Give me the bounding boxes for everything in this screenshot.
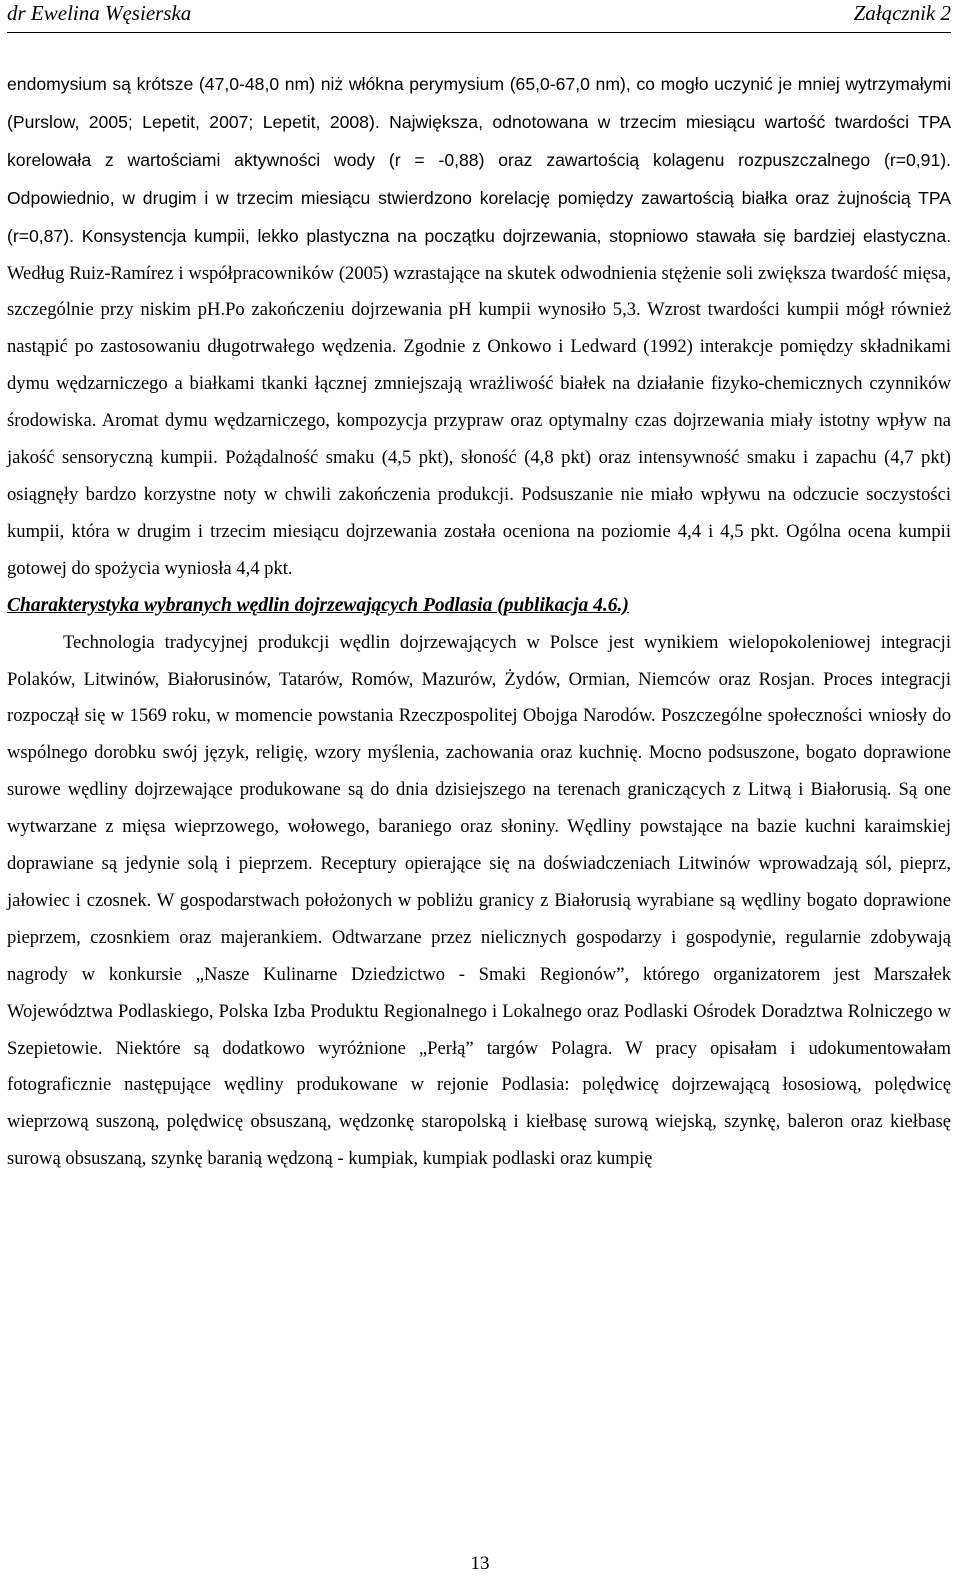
paragraph-segment-serif: Według Ruiz-Ramírez i współpracowników (2005) wzrastające na skutek odwodnienia stężenie soli zwiększa twardość mięsa, szczególnie przy niskim pH.Po zakończeniu dojrzewania pH kumpii wynosiło 5,3. Wzrost twardości kumpii mógł również nastąpić po zastosowaniu długotrwałego wędzenia. Zgodnie z Onkowo i Ledward (1992) interakcje pomiędzy składnikami dymu wędzarniczego a białkami tkanki łącznej zmniejszają wrażliwość białek na działanie fizyko-chemicznych czynników środowiska. Aromat dymu wędzarniczego, kompozycja przypraw oraz optymalny czas dojrzewania miały istotny wpływ na jakość sensoryczną kumpii. Pożądalność smaku (4,5 pkt), słoność (4,8 pkt) oraz intensywność smaku i zapachu (4,7 pkt) osiągnęły bardzo korzystne noty w chwili zakończenia produkcji. Podsuszanie nie miało wpływu na odczucie soczystości kumpii, która w drugim i trzecim miesiącu dojrzewania została oceniona na poziomie 4,4 i 4,5 pkt. Ogólna ocena kumpii gotowej do spożycia wyniosła 4,4 pkt. <box>7 262 951 579</box>
page-header <box>7 0 951 33</box>
page-number: 13 <box>470 1553 490 1574</box>
paragraph-kumpia-texture <box>7 66 951 588</box>
section-heading: Charakterystyka wybranych wędlin dojrzewających Podlasia (publikacja 4.6.) <box>7 594 629 616</box>
paragraph-segment-sans: endomysium są krótsze (47,0-48,0 nm) niż włókna perymysium (65,0-67,0 nm), co mogło uczynić je mniej wytrzymałymi (Purslow, 2005; Lepetit, 2007; Lepetit, 2008). Największa, odnotowana w trzecim miesiącu wartość twardości TPA korelowała z wartościami aktywności wody (r = -0,88) oraz zawartością kolagenu rozpuszczalnego (r=0,91). Odpowiednio, w drugim i w trzecim miesiącu stwierdzono korelację pomiędzy zawartością białka oraz żujnością TPA (r=0,87). Konsystencja kumpii, lekko plastyczna na początku dojrzewania, stopniowo stawała się bardziej elastyczna. <box>7 74 951 246</box>
document-body <box>7 66 951 1178</box>
header-attachment-label: Załącznik 2 <box>853 1 951 25</box>
paragraph-podlasie-technology: Technologia tradycyjnej produkcji wędlin dojrzewających w Polsce jest wynikiem wielopokoleniowej integracji Polaków, Litwinów, Białorusinów, Tatarów, Romów, Mazurów, Żydów, Ormian, Niemców oraz Rosjan. Proces integracji rozpoczął się w 1569 roku, w momencie powstania Rzeczpospolitej Obojga Narodów. Poszczególne społeczności wniosły do wspólnego dorobku swój język, religię, wzory myślenia, zachowania oraz kuchnię. Mocno podsuszone, bogato doprawione surowe wędliny dojrzewające produkowane są do dnia dzisiejszego na terenach graniczących z Litwą i Białorusią. Są one wytwarzane z mięsa wieprzowego, wołowego, baraniego oraz słoniny. Wędliny powstające na bazie kuchni karaimskiej doprawiane są jedynie solą i pieprzem. Receptury opierające się na doświadczeniach Litwinów wprowadzają sól, pieprz, jałowiec i czosnek. W gospodarstwach położonych w pobliżu granicy z Białorusią wyrabiane są wędliny bogato doprawione pieprzem, czosnkiem oraz majerankiem. Odtwarzane przez nielicznych gospodarzy i gospodynie, regularnie zdobywają nagrody w konkursie „Nasze Kulinarne Dziedzictwo - Smaki Regionów”, którego organizatorem jest Marszałek Województwa Podlaskiego, Polska Izba Produktu Regionalnego i Lokalnego oraz Podlaski Ośrodek Doradztwa Rolniczego w Szepietowie. Niektóre są dodatkowo wyróżnione „Perłą” targów Polagra. W pracy opisałam i udokumentowałam fotograficznie następujące wędliny produkowane w rejonie Podlasia: polędwicę dojrzewającą łososiową, polędwicę wieprzową suszoną, polędwicę obsuszaną, wędzonkę staropolską i kiełbasę surową wiejską, szynkę, baleron oraz kiełbasę surową obsuszaną, szynkę baranią wędzoną - kumpiak, kumpiak podlaski oraz kumpię <box>7 631 951 1170</box>
header-author: dr Ewelina Węsierska <box>7 1 192 25</box>
